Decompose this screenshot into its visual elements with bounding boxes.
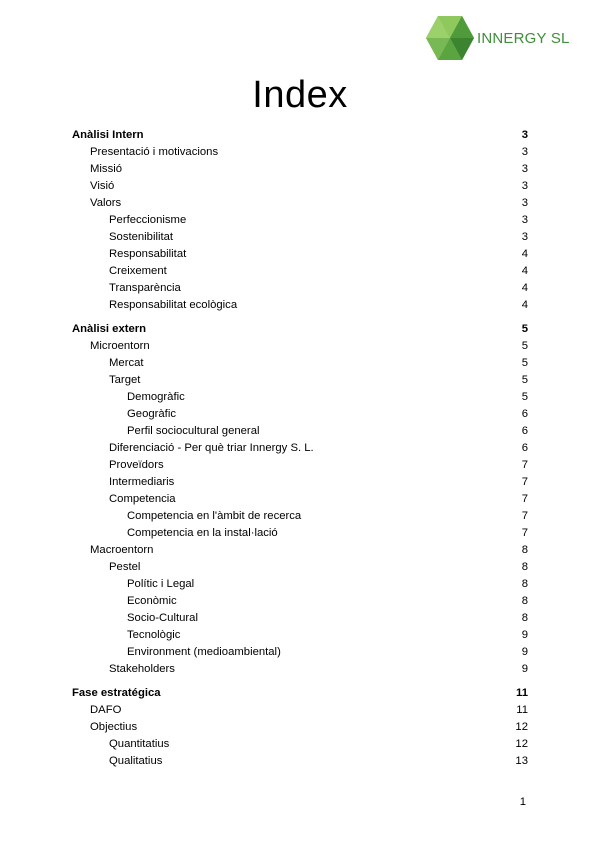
toc-entry[interactable]	[72, 685, 528, 702]
toc-entry-page: 4	[521, 282, 528, 294]
toc-entry-page: 5	[521, 340, 528, 352]
toc-entry[interactable]	[72, 355, 528, 372]
toc-entry[interactable]	[72, 423, 528, 440]
toc-entry-label: Geogràfic	[127, 408, 176, 420]
toc-entry-label: Creixement	[109, 265, 167, 277]
toc-entry-page: 5	[521, 374, 528, 386]
toc-entry[interactable]	[72, 753, 528, 770]
toc-entry-page: 6	[521, 408, 528, 420]
toc-entry[interactable]	[72, 127, 528, 144]
toc-entry-label: Competencia en l'àmbit de recerca	[127, 510, 302, 522]
toc-entry-page: 4	[521, 265, 528, 277]
toc-entry-page: 5	[521, 391, 528, 403]
toc-entry-label: Sostenibilitat	[109, 231, 174, 243]
toc-entry-label: Presentació i motivacions	[90, 146, 219, 158]
toc-entry-label: Transparència	[109, 282, 181, 294]
toc-entry[interactable]	[72, 661, 528, 678]
toc-entry-label: Quantitatius	[109, 738, 170, 750]
toc-entry-page: 11	[516, 687, 528, 699]
toc-entry-page: 6	[521, 425, 528, 437]
toc-entry[interactable]	[72, 559, 528, 576]
table-of-contents	[72, 127, 528, 770]
toc-entry-page: 8	[521, 595, 528, 607]
toc-entry-label: Tecnològic	[127, 629, 181, 641]
toc-entry-page: 9	[521, 663, 528, 675]
toc-entry-page: 7	[521, 493, 528, 505]
toc-entry[interactable]	[72, 229, 528, 246]
toc-entry-label: Intermediaris	[109, 476, 175, 488]
toc-entry-label: Qualitatius	[109, 755, 163, 767]
toc-entry[interactable]	[72, 144, 528, 161]
toc-entry-page: 4	[521, 248, 528, 260]
toc-entry[interactable]	[72, 593, 528, 610]
toc-entry-page: 13	[515, 755, 528, 767]
toc-entry-page: 8	[521, 578, 528, 590]
toc-entry-label: Socio-Cultural	[127, 612, 198, 624]
toc-entry[interactable]	[72, 178, 528, 195]
toc-entry-label: Target	[109, 374, 141, 386]
toc-entry[interactable]	[72, 195, 528, 212]
toc-entry-label: Competencia en la instal·lació	[127, 527, 278, 539]
toc-entry-label: Missió	[90, 163, 123, 175]
toc-entry-label: Anàlisi Intern	[72, 129, 144, 141]
toc-entry-label: Valors	[90, 197, 122, 209]
toc-entry-label: Responsabilitat	[109, 248, 187, 260]
toc-entry-label: Anàlisi extern	[72, 323, 147, 335]
toc-entry-label: Diferenciació - Per què triar Innergy S. L.	[109, 442, 314, 454]
toc-entry-page: 12	[515, 721, 528, 733]
toc-entry[interactable]	[72, 508, 528, 525]
toc-entry-page: 11	[516, 704, 528, 716]
toc-entry-page: 5	[521, 357, 528, 369]
toc-entry[interactable]	[72, 576, 528, 593]
toc-entry-page: 8	[521, 561, 528, 573]
toc-entry-page: 7	[521, 476, 528, 488]
toc-entry-label: Responsabilitat ecològica	[109, 299, 238, 311]
toc-entry-label: Demogràfic	[127, 391, 185, 403]
toc-entry-label: Proveïdors	[109, 459, 164, 471]
toc-entry-page: 3	[521, 180, 528, 192]
toc-entry[interactable]	[72, 644, 528, 661]
toc-entry-label: Environment (medioambiental)	[127, 646, 281, 658]
toc-entry[interactable]	[72, 457, 528, 474]
toc-entry-page: 3	[521, 146, 528, 158]
toc-entry[interactable]	[72, 627, 528, 644]
toc-entry-label: Stakeholders	[109, 663, 175, 675]
brand-name: INNERGY SL	[477, 29, 570, 47]
toc-entry-page: 4	[521, 299, 528, 311]
toc-entry-page: 8	[521, 544, 528, 556]
toc-entry[interactable]	[72, 246, 528, 263]
toc-entry-page: 7	[521, 459, 528, 471]
toc-entry[interactable]	[72, 212, 528, 229]
toc-entry-label: Mercat	[109, 357, 144, 369]
brand-logo	[426, 16, 576, 60]
toc-entry[interactable]	[72, 702, 528, 719]
toc-entry-label: Competencia	[109, 493, 176, 505]
toc-entry[interactable]	[72, 389, 528, 406]
toc-entry-page: 9	[521, 629, 528, 641]
toc-entry-page: 7	[521, 527, 528, 539]
toc-entry-page: 3	[521, 163, 528, 175]
toc-entry-label: Macroentorn	[90, 544, 154, 556]
toc-entry[interactable]	[72, 719, 528, 736]
toc-entry[interactable]	[72, 280, 528, 297]
toc-entry[interactable]	[72, 736, 528, 753]
toc-entry-label: Fase estratégica	[72, 687, 161, 699]
toc-entry[interactable]	[72, 525, 528, 542]
toc-entry-page: 6	[521, 442, 528, 454]
toc-entry-label: Visió	[90, 180, 115, 192]
toc-entry-label: Perfil sociocultural general	[127, 425, 260, 437]
toc-entry-page: 7	[521, 510, 528, 522]
toc-entry-label: Polític i Legal	[127, 578, 195, 590]
toc-entry[interactable]	[72, 542, 528, 559]
toc-entry[interactable]	[72, 161, 528, 178]
toc-entry[interactable]	[72, 297, 528, 314]
toc-entry-page: 5	[521, 323, 528, 335]
toc-entry[interactable]	[72, 440, 528, 457]
toc-entry-page: 9	[521, 646, 528, 658]
toc-entry[interactable]	[72, 491, 528, 508]
toc-entry-label: Objectius	[90, 721, 138, 733]
toc-entry[interactable]	[72, 474, 528, 491]
toc-entry[interactable]	[72, 610, 528, 627]
innergy-logo-icon	[426, 16, 474, 60]
page-title: Index	[252, 74, 348, 116]
toc-entry-page: 8	[521, 612, 528, 624]
toc-entry[interactable]	[72, 263, 528, 280]
toc-entry[interactable]	[72, 372, 528, 389]
toc-entry-label: DAFO	[90, 704, 122, 716]
toc-entry[interactable]	[72, 321, 528, 338]
toc-entry-page: 12	[515, 738, 528, 750]
toc-entry-label: Perfeccionisme	[109, 214, 187, 226]
toc-entry-page: 3	[521, 129, 528, 141]
toc-entry[interactable]	[72, 406, 528, 423]
page-number: 1	[519, 796, 526, 808]
toc-entry-label: Pestel	[109, 561, 141, 573]
toc-entry[interactable]	[72, 338, 528, 355]
toc-entry-label: Microentorn	[90, 340, 150, 352]
toc-entry-page: 3	[521, 197, 528, 209]
toc-entry-label: Econòmic	[127, 595, 177, 607]
toc-entry-page: 3	[521, 231, 528, 243]
toc-entry-page: 3	[521, 214, 528, 226]
